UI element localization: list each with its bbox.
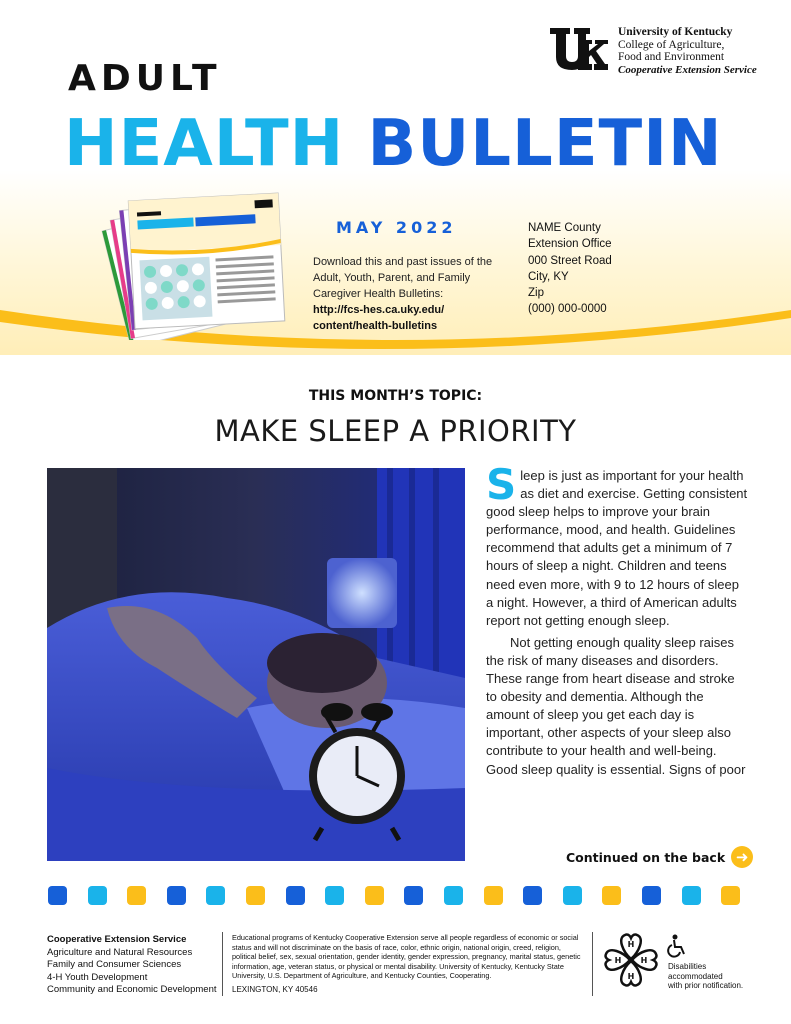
decorative-dot [246, 886, 265, 905]
continued-label[interactable]: Continued on the back [566, 849, 726, 865]
bulletins-link[interactable] [313, 302, 523, 334]
university-line1: University of Kentucky [618, 26, 733, 38]
bulletins-link-line1[interactable]: http://fcs-hes.ca.uky.edu/ [313, 304, 445, 316]
university-line4: Cooperative Extension Service [618, 63, 757, 76]
decorative-dot [642, 886, 661, 905]
title-health-bulletin [64, 104, 723, 184]
decorative-dot [88, 886, 107, 905]
university-name [618, 26, 757, 76]
arrow-right-icon[interactable]: ➜ [731, 846, 753, 868]
footer-program-item: Community and Economic Development [47, 984, 217, 996]
decorative-dot [484, 886, 503, 905]
decorative-dot [127, 886, 146, 905]
footer-program-item: Agriculture and Natural Resources [47, 946, 193, 958]
decorative-dot [286, 886, 305, 905]
address-line4: City, KY [528, 270, 569, 283]
decorative-dot [48, 886, 67, 905]
svg-text:H: H [627, 940, 635, 949]
address-line2: Extension Office [528, 238, 612, 251]
footer-divider [222, 932, 223, 996]
footer-programs-title: Cooperative Extension Service [47, 934, 187, 945]
footer-program-item: Family and Consumer Sciences [47, 959, 182, 971]
decorative-dot [444, 886, 463, 905]
bulletins-link-line2[interactable]: content/health-bulletins [313, 320, 438, 332]
address-line3: 000 Street Road [528, 254, 612, 267]
footer-nondiscrimination: Educational programs of Kentucky Cooperative Extension serve all people regardless of economic or social status and will not discriminate on the basis of race, color, ethnic origin, national origin, creed, religion, political belief, sex, sexual orientation, gender identity, gender expression, pregnancy, marital status, genetic information, age, veteran status, or physical or mental disability. University of Kentucky, Kentucky State University, U.S. Department of Agriculture, and Kentucky Counties, Cooperating. [232, 933, 581, 981]
article-body [486, 460, 748, 779]
dots-row [48, 886, 748, 906]
decorative-dot [721, 886, 740, 905]
address-line6: (000) 000-0000 [528, 303, 607, 316]
accessibility-line1: Disabilities [668, 962, 707, 971]
decorative-dot [563, 886, 582, 905]
accessibility-line3: with prior notification. [668, 981, 744, 990]
county-office-address [528, 220, 612, 318]
footer-program-item: 4-H Youth Development [47, 971, 148, 983]
address-line5: Zip [528, 287, 544, 300]
dropcap: S [486, 460, 517, 509]
title-adult: ADULT [68, 58, 222, 99]
uk-logo [548, 26, 608, 72]
svg-text:H: H [640, 956, 648, 965]
4h-clover-icon [603, 932, 659, 988]
decorative-dot [325, 886, 344, 905]
svg-text:H: H [614, 956, 622, 965]
title-bulletin: BULLETIN [367, 107, 723, 181]
continued-link[interactable] [566, 846, 753, 868]
article-paragraph-1-text: leep is just as important for your health as diet and exercise. Getting consistent good sleep helps to improve your brain performance, mood, and health. Guidelines recommend that adults get a minimum of 7 hours of sleep a night. Children and teens need even more, with 9 to 12 hours of sleep a night. However, a third of American adults report not getting enough sleep. [486, 468, 748, 628]
bulletin-stack-image [86, 190, 286, 340]
svg-text:H: H [627, 972, 635, 981]
footer-programs [47, 934, 217, 997]
decorative-dot [167, 886, 186, 905]
decorative-dot [523, 886, 542, 905]
title-health: HEALTH [64, 107, 345, 181]
university-line2: College of Agriculture, [618, 38, 725, 51]
accessibility-icon [667, 934, 687, 958]
download-text: Download this and past issues of the Adult, Youth, Parent, and Family Caregiver Health Bulletins: [313, 256, 493, 300]
footer-city: LEXINGTON, KY 40546 [232, 985, 318, 994]
topic-title: MAKE SLEEP A PRIORITY [214, 414, 577, 448]
decorative-dot [602, 886, 621, 905]
decorative-dot [365, 886, 384, 905]
decorative-dot [404, 886, 423, 905]
article-paragraph-2: Not getting enough quality sleep raises the risk of many diseases and disorders. These range from heart disease and stroke to obesity and dementia. Although the amount of sleep you get each day is important, other aspects of your sleep also contribute to your health and well-being. Good sleep quality is essential. Signs of poor [486, 634, 746, 777]
sleeping-man-photo [47, 468, 465, 861]
issue-month: MAY 2022 [336, 218, 457, 237]
address-line1: NAME County [528, 222, 601, 234]
article-paragraph-1 [486, 460, 748, 630]
footer-divider [592, 932, 593, 996]
university-line3: Food and Environment [618, 51, 725, 63]
decorative-dot [206, 886, 225, 905]
decorative-dot [682, 886, 701, 905]
accessibility-line2: accommodated [668, 971, 723, 981]
accessibility-note [668, 962, 743, 991]
topic-label: THIS MONTH’S TOPIC: [308, 388, 483, 404]
